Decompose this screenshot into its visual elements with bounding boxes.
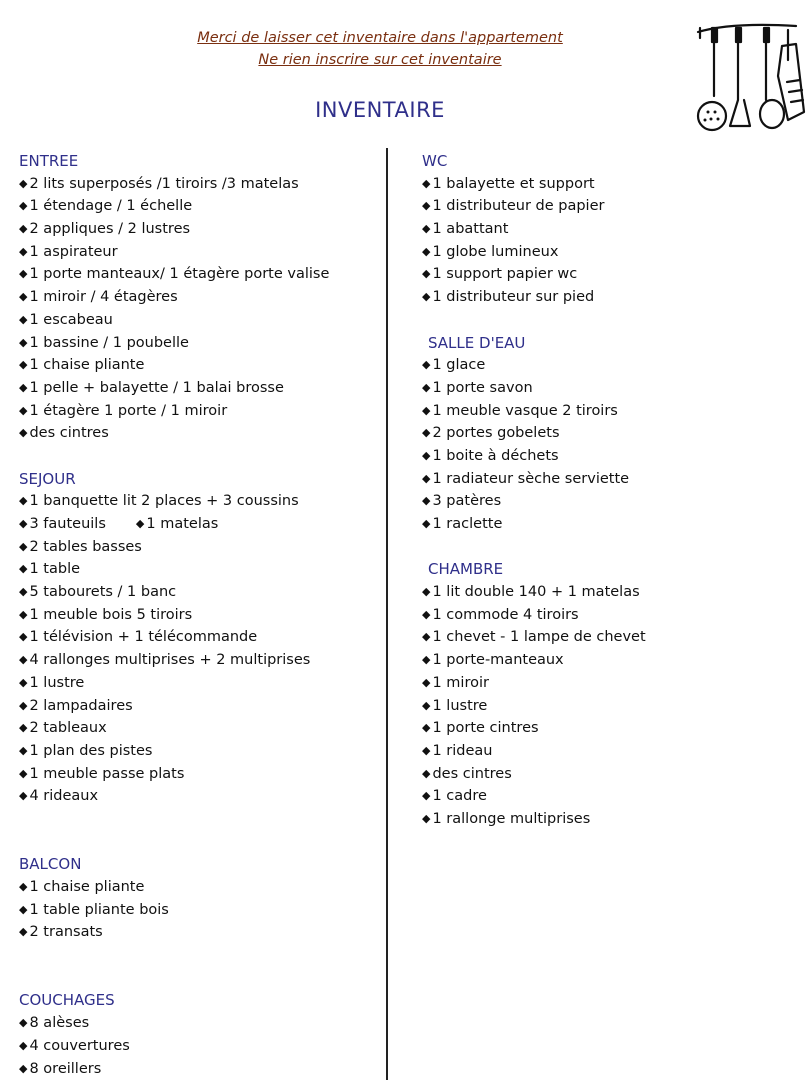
section-entree <box>19 150 329 445</box>
bullet-icon: ◆ <box>19 1016 28 1030</box>
list-item <box>19 558 329 581</box>
section-title: WC <box>422 152 448 170</box>
item-label: 1 bassine / 1 poubelle <box>29 334 189 351</box>
bullet-icon: ◆ <box>19 562 28 576</box>
item-label: 1 meuble passe plats <box>29 765 185 782</box>
list-item: ◆ 3 fauteuils ◆ 1 matelas <box>19 516 219 532</box>
list-item <box>422 604 646 627</box>
left-column <box>19 150 329 1080</box>
bullet-icon: ◆ <box>19 585 28 599</box>
bullet-icon: ◆ <box>422 698 431 712</box>
item-label: 1 lit double 140 + 1 matelas <box>432 584 640 601</box>
item-label: 1 porte cintres <box>432 720 539 737</box>
item-list <box>19 1012 329 1080</box>
list-item <box>422 400 646 423</box>
item-label: 1 télévision + 1 télécommande <box>29 629 258 646</box>
list-item <box>422 717 646 740</box>
item-label: 1 lustre <box>432 697 488 714</box>
list-item <box>422 513 646 536</box>
list-item <box>422 195 646 218</box>
item-label: 1 abattant <box>432 221 509 238</box>
item-list <box>422 581 646 831</box>
bullet-icon: ◆ <box>19 925 28 939</box>
item-label: 4 rallonges multiprises + 2 multiprises <box>29 652 311 669</box>
item-label: 1 raclette <box>432 516 503 532</box>
list-item <box>19 263 329 286</box>
item-label: 1 aspirateur <box>29 243 118 260</box>
bullet-icon: ◆ <box>19 199 28 213</box>
bullet-icon: ◆ <box>19 403 28 417</box>
section-title: CHAMBRE <box>428 560 504 579</box>
item-list <box>422 173 646 309</box>
bullet-icon: ◆ <box>135 517 145 530</box>
list-item <box>19 241 329 264</box>
list-item <box>19 286 329 309</box>
list-item <box>422 377 646 400</box>
section-couchages <box>19 989 329 1080</box>
item-label: 1 rallonge multiprises <box>432 810 591 827</box>
list-item <box>19 1035 329 1058</box>
section-title: SEJOUR <box>19 469 76 488</box>
item-label: 2 lits superposés /1 tiroirs /3 matelas <box>29 175 299 192</box>
bullet-icon: ◆ <box>422 471 431 485</box>
bullet-icon: ◆ <box>422 380 431 394</box>
item-label: 1 radiateur sèche serviette <box>432 470 630 487</box>
list-item <box>422 218 646 241</box>
bullet-icon: ◆ <box>19 653 28 667</box>
list-item <box>19 422 329 445</box>
item-label: 1 porte-manteaux <box>432 652 564 669</box>
list-item <box>19 876 329 899</box>
item-label: des cintres <box>29 425 109 442</box>
list-item <box>422 422 646 445</box>
page-title: INVENTAIRE <box>315 98 445 122</box>
item-label: 2 portes gobelets <box>432 425 560 442</box>
section-sejour <box>19 468 329 808</box>
item-label: 2 appliques / 2 lustres <box>29 221 191 238</box>
item-label: 1 glace <box>432 357 486 374</box>
list-item <box>19 649 329 672</box>
bullet-icon: ◆ <box>19 176 28 190</box>
bullet-icon: ◆ <box>19 880 28 894</box>
bullet-icon: ◆ <box>19 675 28 689</box>
item-label: 4 rideaux <box>29 788 99 805</box>
list-item <box>19 899 329 922</box>
list-item <box>19 1058 329 1081</box>
section-title: BALCON <box>19 855 82 874</box>
list-item <box>19 604 329 627</box>
item-label: 1 table <box>29 561 81 578</box>
list-item <box>19 740 329 763</box>
item-label: 1 commode 4 tiroirs <box>432 606 579 623</box>
list-item <box>19 332 329 355</box>
bullet-icon: ◆ <box>19 789 28 803</box>
item-label: 1 distributeur de papier <box>432 198 605 215</box>
section-wc <box>422 150 646 309</box>
bullet-icon: ◆ <box>19 494 28 508</box>
item-label: 3 patères <box>432 493 502 510</box>
bullet-icon: ◆ <box>422 267 431 281</box>
list-item <box>19 695 329 718</box>
item-label: 1 boite à déchets <box>432 447 559 464</box>
notice-do-not-write: Ne rien inscrire sur cet inventaire <box>258 52 502 68</box>
list-item <box>19 536 329 559</box>
item-label: 1 porte manteaux/ 1 étagère porte valise <box>29 266 330 283</box>
bullet-icon: ◆ <box>422 607 431 621</box>
list-item <box>422 740 646 763</box>
bullet-icon: ◆ <box>422 630 431 644</box>
item-label: 1 miroir / 4 étagères <box>29 289 178 306</box>
list-item <box>19 626 329 649</box>
item-label: 8 oreillers <box>29 1060 102 1077</box>
list-item <box>19 400 329 423</box>
item-label: 1 miroir <box>432 674 489 691</box>
section-title: SALLE D'EAU <box>428 333 526 352</box>
list-item <box>19 173 329 196</box>
bullet-icon: ◆ <box>19 902 28 916</box>
kitchen-utensils-icon <box>692 16 808 140</box>
list-item <box>19 377 329 400</box>
bullet-icon: ◆ <box>422 426 431 440</box>
list-item <box>19 309 329 332</box>
bullet-icon: ◆ <box>422 448 431 462</box>
item-label: 1 distributeur sur pied <box>432 289 595 306</box>
item-list <box>19 876 329 944</box>
list-item <box>422 649 646 672</box>
list-item <box>19 1012 329 1035</box>
item-label: 1 plan des pistes <box>29 742 153 759</box>
bullet-icon: ◆ <box>19 607 28 621</box>
section-title: ENTREE <box>19 152 79 170</box>
item-label: 8 alèses <box>29 1015 90 1032</box>
item-label: 1 escabeau <box>29 311 113 328</box>
item-label: 1 étendage / 1 échelle <box>29 198 193 215</box>
right-column <box>422 150 646 831</box>
section-salle-deau <box>422 332 646 536</box>
bullet-icon: ◆ <box>422 176 431 190</box>
list-item <box>422 672 646 695</box>
item-label: 2 lampadaires <box>29 697 133 714</box>
item-label: 5 tabourets / 1 banc <box>29 584 177 601</box>
item-list <box>19 173 329 445</box>
list-item <box>19 218 329 241</box>
bullet-icon: ◆ <box>19 766 28 780</box>
item-label: 1 cadre <box>432 788 487 805</box>
bullet-icon: ◆ <box>19 222 28 236</box>
list-item <box>422 695 646 718</box>
list-item <box>422 763 646 786</box>
bullet-icon: ◆ <box>422 494 431 508</box>
item-label: 1 pelle + balayette / 1 balai brosse <box>29 379 284 396</box>
bullet-icon: ◆ <box>19 743 28 757</box>
bullet-icon: ◆ <box>19 517 28 530</box>
column-divider <box>386 148 388 1080</box>
list-item <box>422 445 646 468</box>
bullet-icon: ◆ <box>19 539 28 553</box>
list-item: ◆ 1 banquette lit 2 places + 3 coussins <box>19 493 299 510</box>
list-item <box>19 785 329 808</box>
item-label: 1 meuble bois 5 tiroirs <box>29 606 193 623</box>
list-item <box>422 808 646 831</box>
item-label: 1 globe lumineux <box>432 243 559 260</box>
list-item <box>19 672 329 695</box>
list-item <box>422 286 646 309</box>
bullet-icon: ◆ <box>19 335 28 349</box>
bullet-icon: ◆ <box>422 675 431 689</box>
bullet-icon: ◆ <box>422 358 431 372</box>
item-label: 1 étagère 1 porte / 1 miroir <box>29 402 228 419</box>
bullet-icon: ◆ <box>422 517 431 530</box>
bullet-icon: ◆ <box>19 1061 28 1075</box>
section-chambre <box>422 558 646 830</box>
list-item <box>422 626 646 649</box>
item-list <box>19 536 329 808</box>
item-label: 1 rideau <box>432 742 493 759</box>
bullet-icon: ◆ <box>422 653 431 667</box>
list-item <box>19 763 329 786</box>
section-title: COUCHAGES <box>19 991 115 1010</box>
list-item <box>422 468 646 491</box>
bullet-icon: ◆ <box>422 585 431 599</box>
bullet-icon: ◆ <box>19 380 28 394</box>
list-item <box>422 490 646 513</box>
bullet-icon: ◆ <box>19 290 28 304</box>
item-label: 1 porte savon <box>432 379 533 396</box>
bullet-icon: ◆ <box>422 811 431 825</box>
bullet-icon: ◆ <box>19 426 28 440</box>
item-label: des cintres <box>432 765 512 782</box>
item-label: 2 tableaux <box>29 720 107 737</box>
list-item <box>19 581 329 604</box>
item-list <box>422 354 646 536</box>
bullet-icon: ◆ <box>19 312 28 326</box>
bullet-icon: ◆ <box>19 630 28 644</box>
bullet-icon: ◆ <box>422 789 431 803</box>
list-item <box>422 785 646 808</box>
list-item <box>19 921 329 944</box>
bullet-icon: ◆ <box>19 358 28 372</box>
item-label: 1 chevet - 1 lampe de chevet <box>432 629 646 646</box>
list-item <box>19 195 329 218</box>
notice-leave-inventory: Merci de laisser cet inventaire dans l'appartement <box>197 30 563 46</box>
bullet-icon: ◆ <box>422 721 431 735</box>
bullet-icon: ◆ <box>422 199 431 213</box>
bullet-icon: ◆ <box>422 766 431 780</box>
item-label: 1 balayette et support <box>432 175 595 192</box>
bullet-icon: ◆ <box>422 403 431 417</box>
bullet-icon: ◆ <box>422 290 431 304</box>
bullet-icon: ◆ <box>19 244 28 258</box>
list-item <box>422 581 646 604</box>
item-label: 1 lustre <box>29 674 85 691</box>
item-label: 1 chaise pliante <box>29 879 145 896</box>
item-label: 4 couvertures <box>29 1037 130 1054</box>
list-item <box>422 263 646 286</box>
bullet-icon: ◆ <box>19 721 28 735</box>
item-label: 1 meuble vasque 2 tiroirs <box>432 402 618 419</box>
bullet-icon: ◆ <box>19 1038 28 1052</box>
bullet-icon: ◆ <box>422 743 431 757</box>
item-label: 2 tables basses <box>29 538 142 555</box>
bullet-icon: ◆ <box>422 244 431 258</box>
list-item <box>422 173 646 196</box>
list-item <box>422 241 646 264</box>
section-balcon <box>19 853 329 944</box>
list-item <box>422 354 646 377</box>
bullet-icon: ◆ <box>19 698 28 712</box>
item-label: 1 table pliante bois <box>29 901 169 918</box>
item-label: 1 chaise pliante <box>29 357 145 374</box>
bullet-icon: ◆ <box>19 267 28 281</box>
list-item <box>19 354 329 377</box>
item-label: 2 transats <box>29 924 103 941</box>
list-item <box>19 717 329 740</box>
item-label: 1 support papier wc <box>432 266 578 283</box>
bullet-icon: ◆ <box>422 222 431 236</box>
